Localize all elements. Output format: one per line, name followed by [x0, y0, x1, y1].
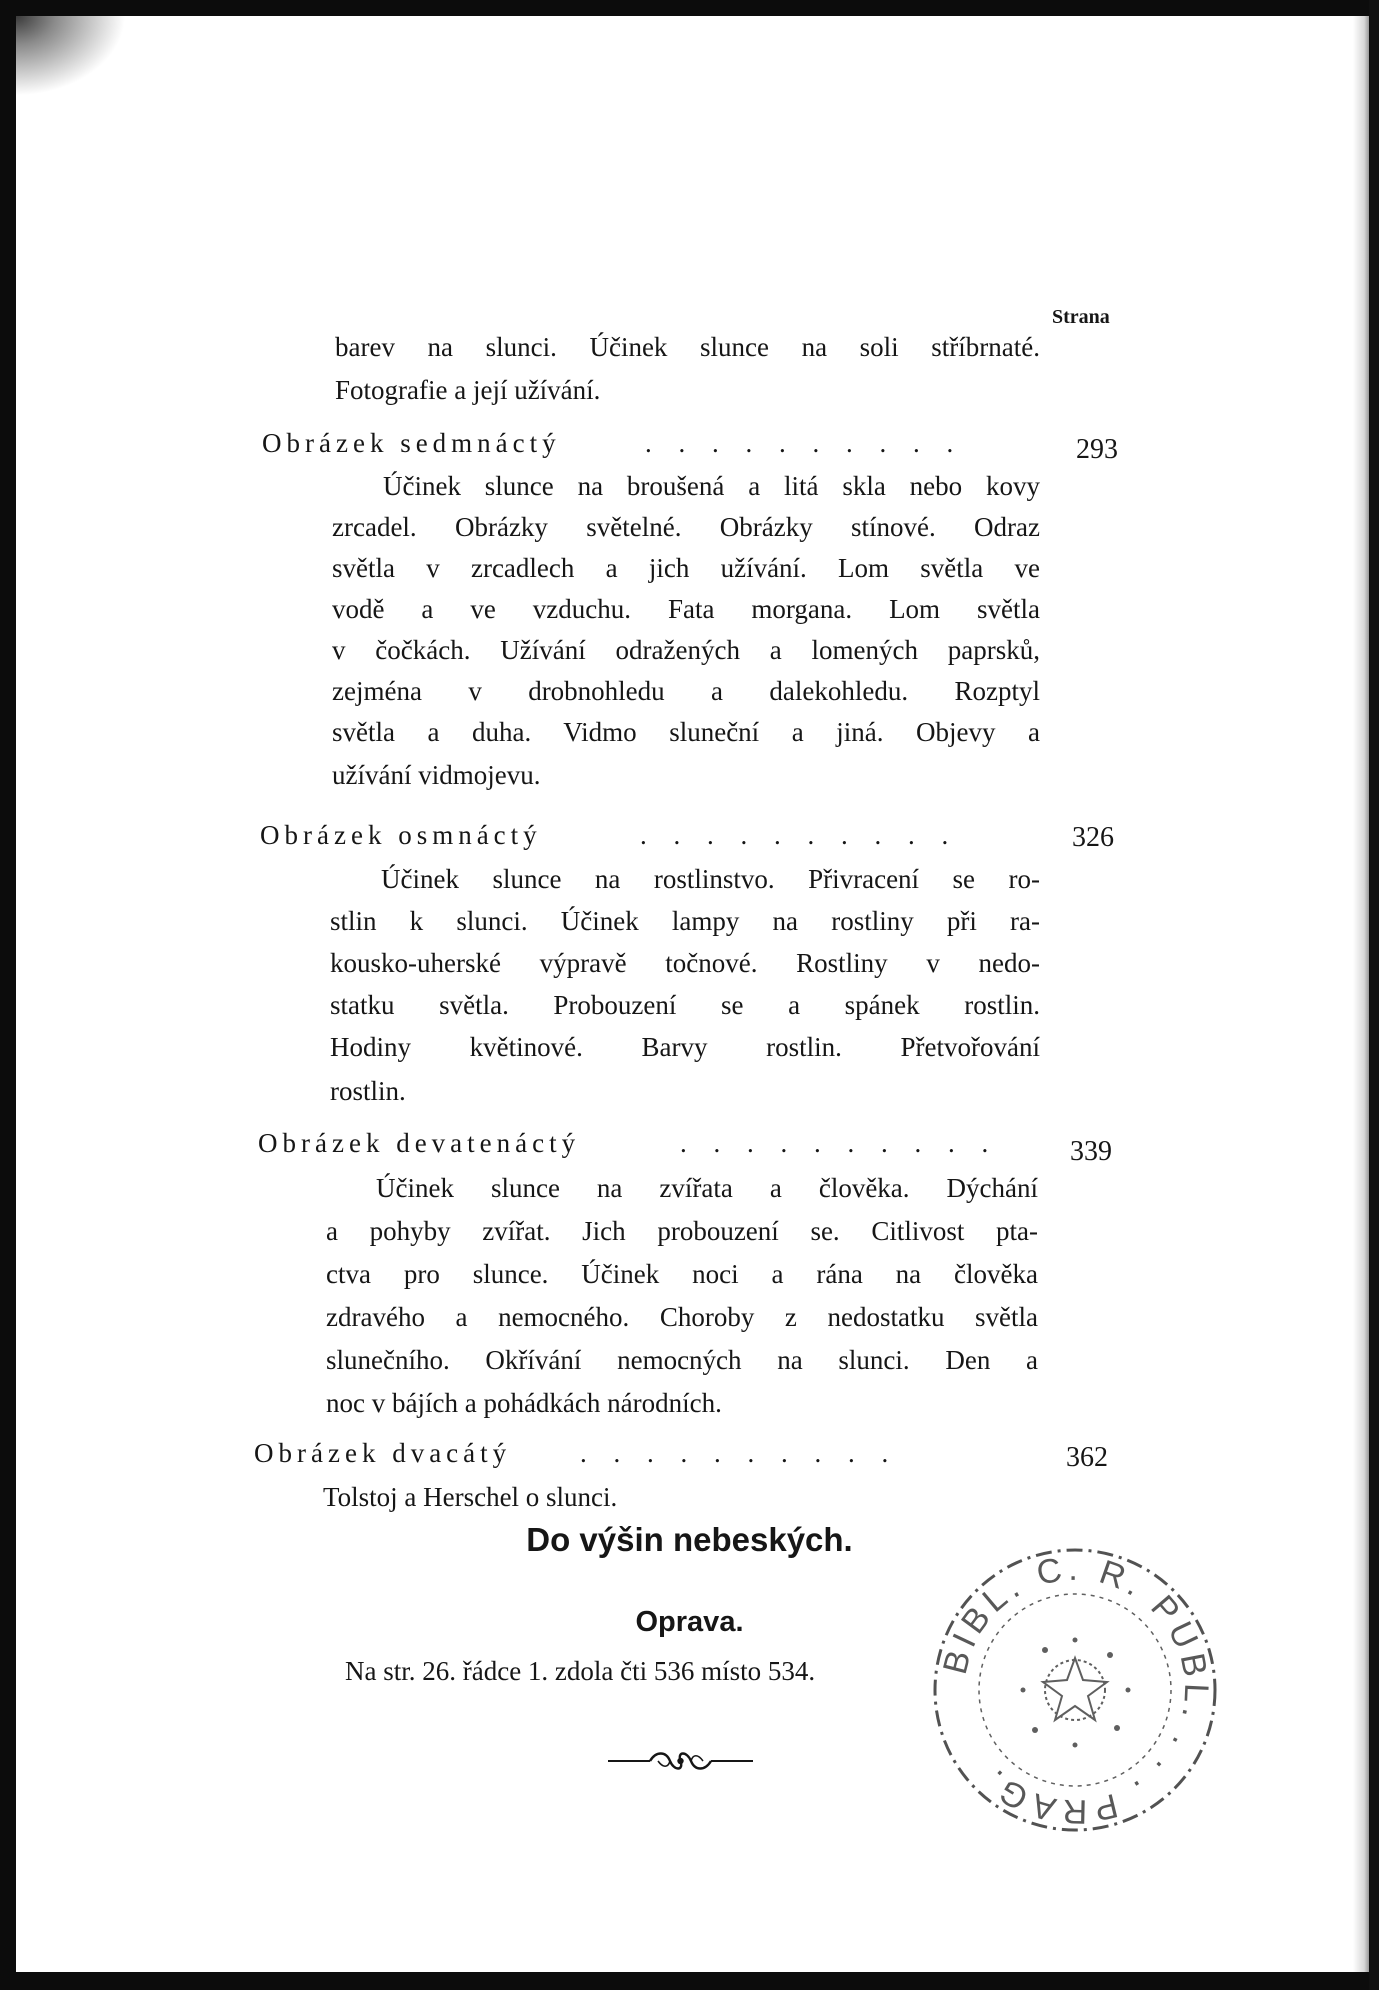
entry-body-line: Tolstoj a Herschel o slunci.	[323, 1482, 618, 1512]
entry-body-line: světla a duha. Vidmo sluneční a jiná. Objevy a	[332, 717, 1040, 747]
entry-body-line: Účinek slunce na rostlinstvo. Přivracení se ro-	[381, 864, 1040, 894]
entry-body-line: Účinek slunce na zvířata a člověka. Dýchání	[376, 1173, 1038, 1203]
stamp-text: BIBL. C. R. PUBL. . . . PRAG.	[935, 1549, 1216, 1831]
page-column-header: Strana	[1052, 306, 1110, 328]
entry-title: Obrázek dvacátý	[254, 1438, 512, 1468]
corner-smudge	[16, 16, 126, 96]
scan-edge-right	[1369, 0, 1379, 1990]
entry-page-number: 326	[1072, 822, 1114, 853]
entry-body-line: rostlin.	[330, 1076, 406, 1106]
scan-edge-top	[0, 0, 1379, 16]
dot-leader: . . . . . . . . . .	[645, 428, 964, 458]
entry-body-line: noc v bájích a pohádkách národních.	[326, 1388, 722, 1418]
scan-edge-bottom	[0, 1972, 1379, 1990]
entry-body-line: Hodiny květinové. Barvy rostlin. Přetvořování	[330, 1032, 1040, 1062]
entry-body-line: světla v zrcadlech a jich užívání. Lom světla ve	[332, 553, 1040, 583]
ornament-divider	[608, 1746, 753, 1776]
errata-text: Na str. 26. řádce 1. zdola čti 536 místo 534.	[345, 1656, 816, 1686]
entry-body-line: ctva pro slunce. Účinek noci a rána na člověka	[326, 1259, 1038, 1289]
closing-title: Do výšin nebeských.	[526, 1521, 853, 1558]
library-stamp	[925, 1540, 1225, 1840]
errata-title: Oprava.	[635, 1606, 744, 1638]
entry-title: Obrázek sedmnáctý	[262, 428, 561, 458]
entry-title: Obrázek devatenáctý	[258, 1128, 581, 1158]
entry-body-line: zrcadel. Obrázky světelné. Obrázky stínové. Odraz	[332, 512, 1040, 542]
entry-body-line: statku světla. Probouzení se a spánek rostlin.	[330, 990, 1040, 1020]
dot-leader: . . . . . . . . . .	[640, 820, 959, 850]
entry-page-number: 293	[1076, 434, 1118, 465]
intro-line: barev na slunci. Účinek slunce na soli stříbrnaté.	[335, 332, 1040, 362]
intro-line: Fotografie a její užívání.	[335, 375, 601, 405]
dot-leader: . . . . . . . . . .	[680, 1128, 999, 1158]
entry-page-number: 339	[1070, 1136, 1112, 1167]
entry-body-line: a pohyby zvířat. Jich probouzení se. Citlivost pta-	[326, 1216, 1038, 1246]
entry-title: Obrázek osmnáctý	[260, 820, 542, 850]
entry-page-number: 362	[1066, 1442, 1108, 1473]
page-edge-shadow	[1353, 16, 1369, 1972]
entry-body-line: vodě a ve vzduchu. Fata morgana. Lom světla	[332, 594, 1040, 624]
entry-body-line: v čočkách. Užívání odražených a lomených paprsků,	[332, 635, 1040, 665]
dot-leader: . . . . . . . . . .	[580, 1438, 899, 1468]
entry-body-line: užívání vidmojevu.	[332, 760, 541, 790]
scan-edge-left	[0, 0, 16, 1990]
svg-text:BIBL. C. R. PUBL. . . . PRAG.	[936, 1550, 1215, 1831]
entry-body-line: stlin k slunci. Účinek lampy na rostliny při ra-	[330, 906, 1040, 936]
entry-body-line: Účinek slunce na broušená a litá skla nebo kovy	[383, 471, 1040, 501]
entry-body-line: slunečního. Okřívání nemocných na slunci. Den a	[326, 1345, 1038, 1375]
entry-body-line: zdravého a nemocného. Choroby z nedostatku světla	[326, 1302, 1038, 1332]
entry-body-line: zejména v drobnohledu a dalekohledu. Rozptyl	[332, 676, 1040, 706]
entry-body-line: kousko-uherské výpravě točnové. Rostliny v nedo-	[330, 948, 1040, 978]
